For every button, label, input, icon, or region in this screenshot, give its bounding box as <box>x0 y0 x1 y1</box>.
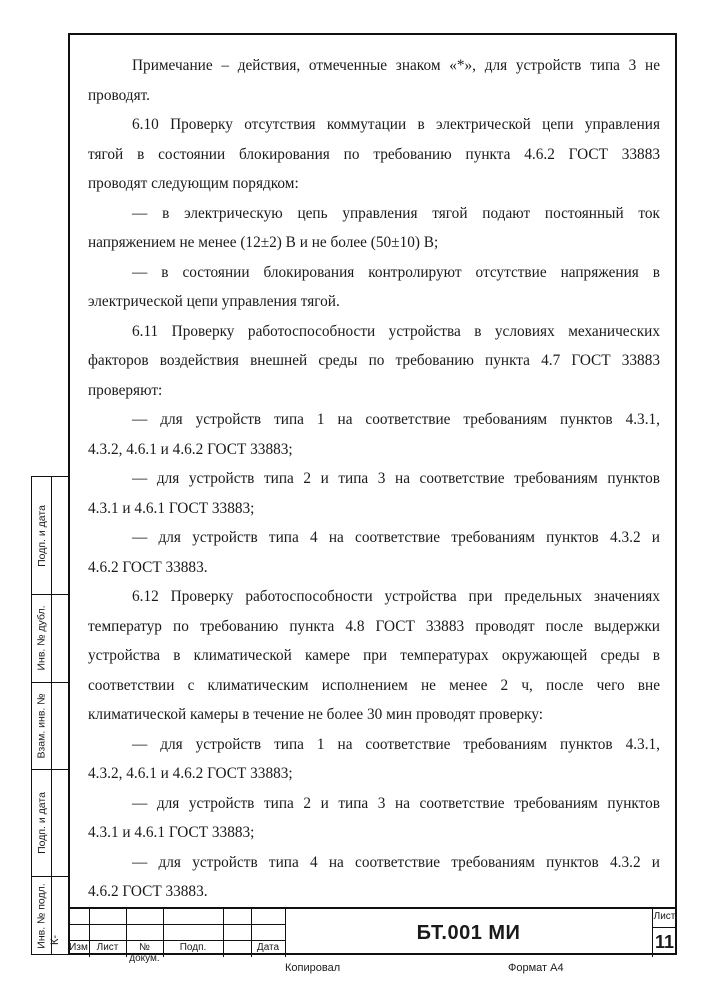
footer-copied: Копировал <box>285 962 341 974</box>
stamp-col-line <box>223 909 224 957</box>
text-line: 4.3.1 и 4.6.1 ГОСТ 33883; <box>88 824 255 841</box>
text-line: 6.10 Проверку отсутствия коммутации в электрической цепи управления <box>132 116 660 133</box>
text-line: климатической камеры в течение не более 30 мин проводят проверку: <box>88 706 544 723</box>
text-line: 4.6.2 ГОСТ 33883. <box>88 883 208 900</box>
text-line: проводят следующим порядком: <box>88 175 299 192</box>
text-line: проводят. <box>88 86 150 104</box>
sheet-number: 11 <box>654 931 675 952</box>
text-line: температур по требованию пункта 4.8 ГОСТ 33883 проводят после выдержки <box>88 617 660 635</box>
text-line: — для устройств типа 4 на соответствие требованиям пунктов 4.3.2 и <box>132 529 660 546</box>
text-line: Примечание – действия, отмеченные знаком «*», для устройств типа 3 не <box>132 57 660 74</box>
text-line: — в состоянии блокирования контролируют отсутствие напряжения в <box>132 263 660 281</box>
stamp-header-date: Дата <box>256 942 280 953</box>
text-line: 4.6.2 ГОСТ 33883. <box>88 558 208 576</box>
text-line: напряжением не менее (12±2) В и не более (50±10) В; <box>88 234 439 251</box>
stamp-header-doc-number: № докум. <box>129 942 160 964</box>
stamp-header-signature: Подп. <box>179 942 207 953</box>
text-line: 4.3.2, 4.6.1 и 4.6.2 ГОСТ 33883; <box>88 765 293 782</box>
side-label-replace-inv: Взам. инв. № <box>36 692 48 759</box>
stamp-header-sheet: Лист <box>96 942 119 953</box>
text-line: устройства в климатической камере при температурах окружающей среды в <box>88 647 660 664</box>
text-line: проверяют: <box>88 381 163 399</box>
text-line: соответствии с климатическим исполнением не менее 2 ч, после чего вне <box>88 676 660 694</box>
side-label-orig-inv: Инв. № подл. <box>36 883 48 949</box>
side-stamp <box>31 476 70 955</box>
k-mark: К- <box>49 934 62 946</box>
text-line: — в электрическую цепь управления тягой подают постоянный ток <box>132 204 660 222</box>
text-line: — для устройств типа 1 на соответствие требованиям пунктов 4.3.1, <box>132 735 660 753</box>
title-block <box>68 907 677 964</box>
text-line: факторов воздействия внешней среды по требованию пункта 4.7 ГОСТ 33883 <box>88 352 660 369</box>
text-line: — для устройств типа 2 и типа 3 на соответствие требованиям пунктов <box>132 470 660 487</box>
text-line: 6.12 Проверку работоспособности устройства при предельных значениях <box>132 588 660 605</box>
text-line: электрической цепи управления тягой. <box>88 293 340 310</box>
text-line: — для устройств типа 2 и типа 3 на соответствие требованиям пунктов <box>132 794 660 812</box>
side-label-sign-date: Подп. и дата <box>36 504 49 567</box>
footer-format: Формат А4 <box>508 962 564 974</box>
side-label-sign-date-2: Подп. и дата <box>36 791 49 854</box>
text-line: 4.3.2, 4.6.1 и 4.6.2 ГОСТ 33883; <box>88 440 293 458</box>
document-body <box>88 51 660 907</box>
sheet-label: Лист <box>653 911 676 922</box>
text-line: — для устройств типа 4 на соответствие требованиям пунктов 4.3.2 и <box>132 853 660 871</box>
text-line: 6.11 Проверку работоспособности устройства в условиях механических <box>132 322 660 340</box>
stamp-row-line <box>68 940 285 941</box>
text-line: 4.3.1 и 4.6.1 ГОСТ 33883; <box>88 499 255 517</box>
text-line: — для устройств типа 1 на соответствие требованиям пунктов 4.3.1, <box>132 411 660 428</box>
stamp-header-change: Изм <box>69 942 88 953</box>
stamp-row-line <box>68 924 285 925</box>
side-label-dup-inv: Инв. № дубл. <box>36 605 48 671</box>
text-line: тягой в состоянии блокирования по требованию пункта 4.6.2 ГОСТ 33883 <box>88 145 660 163</box>
document-number: БТ.001 МИ <box>416 921 521 944</box>
